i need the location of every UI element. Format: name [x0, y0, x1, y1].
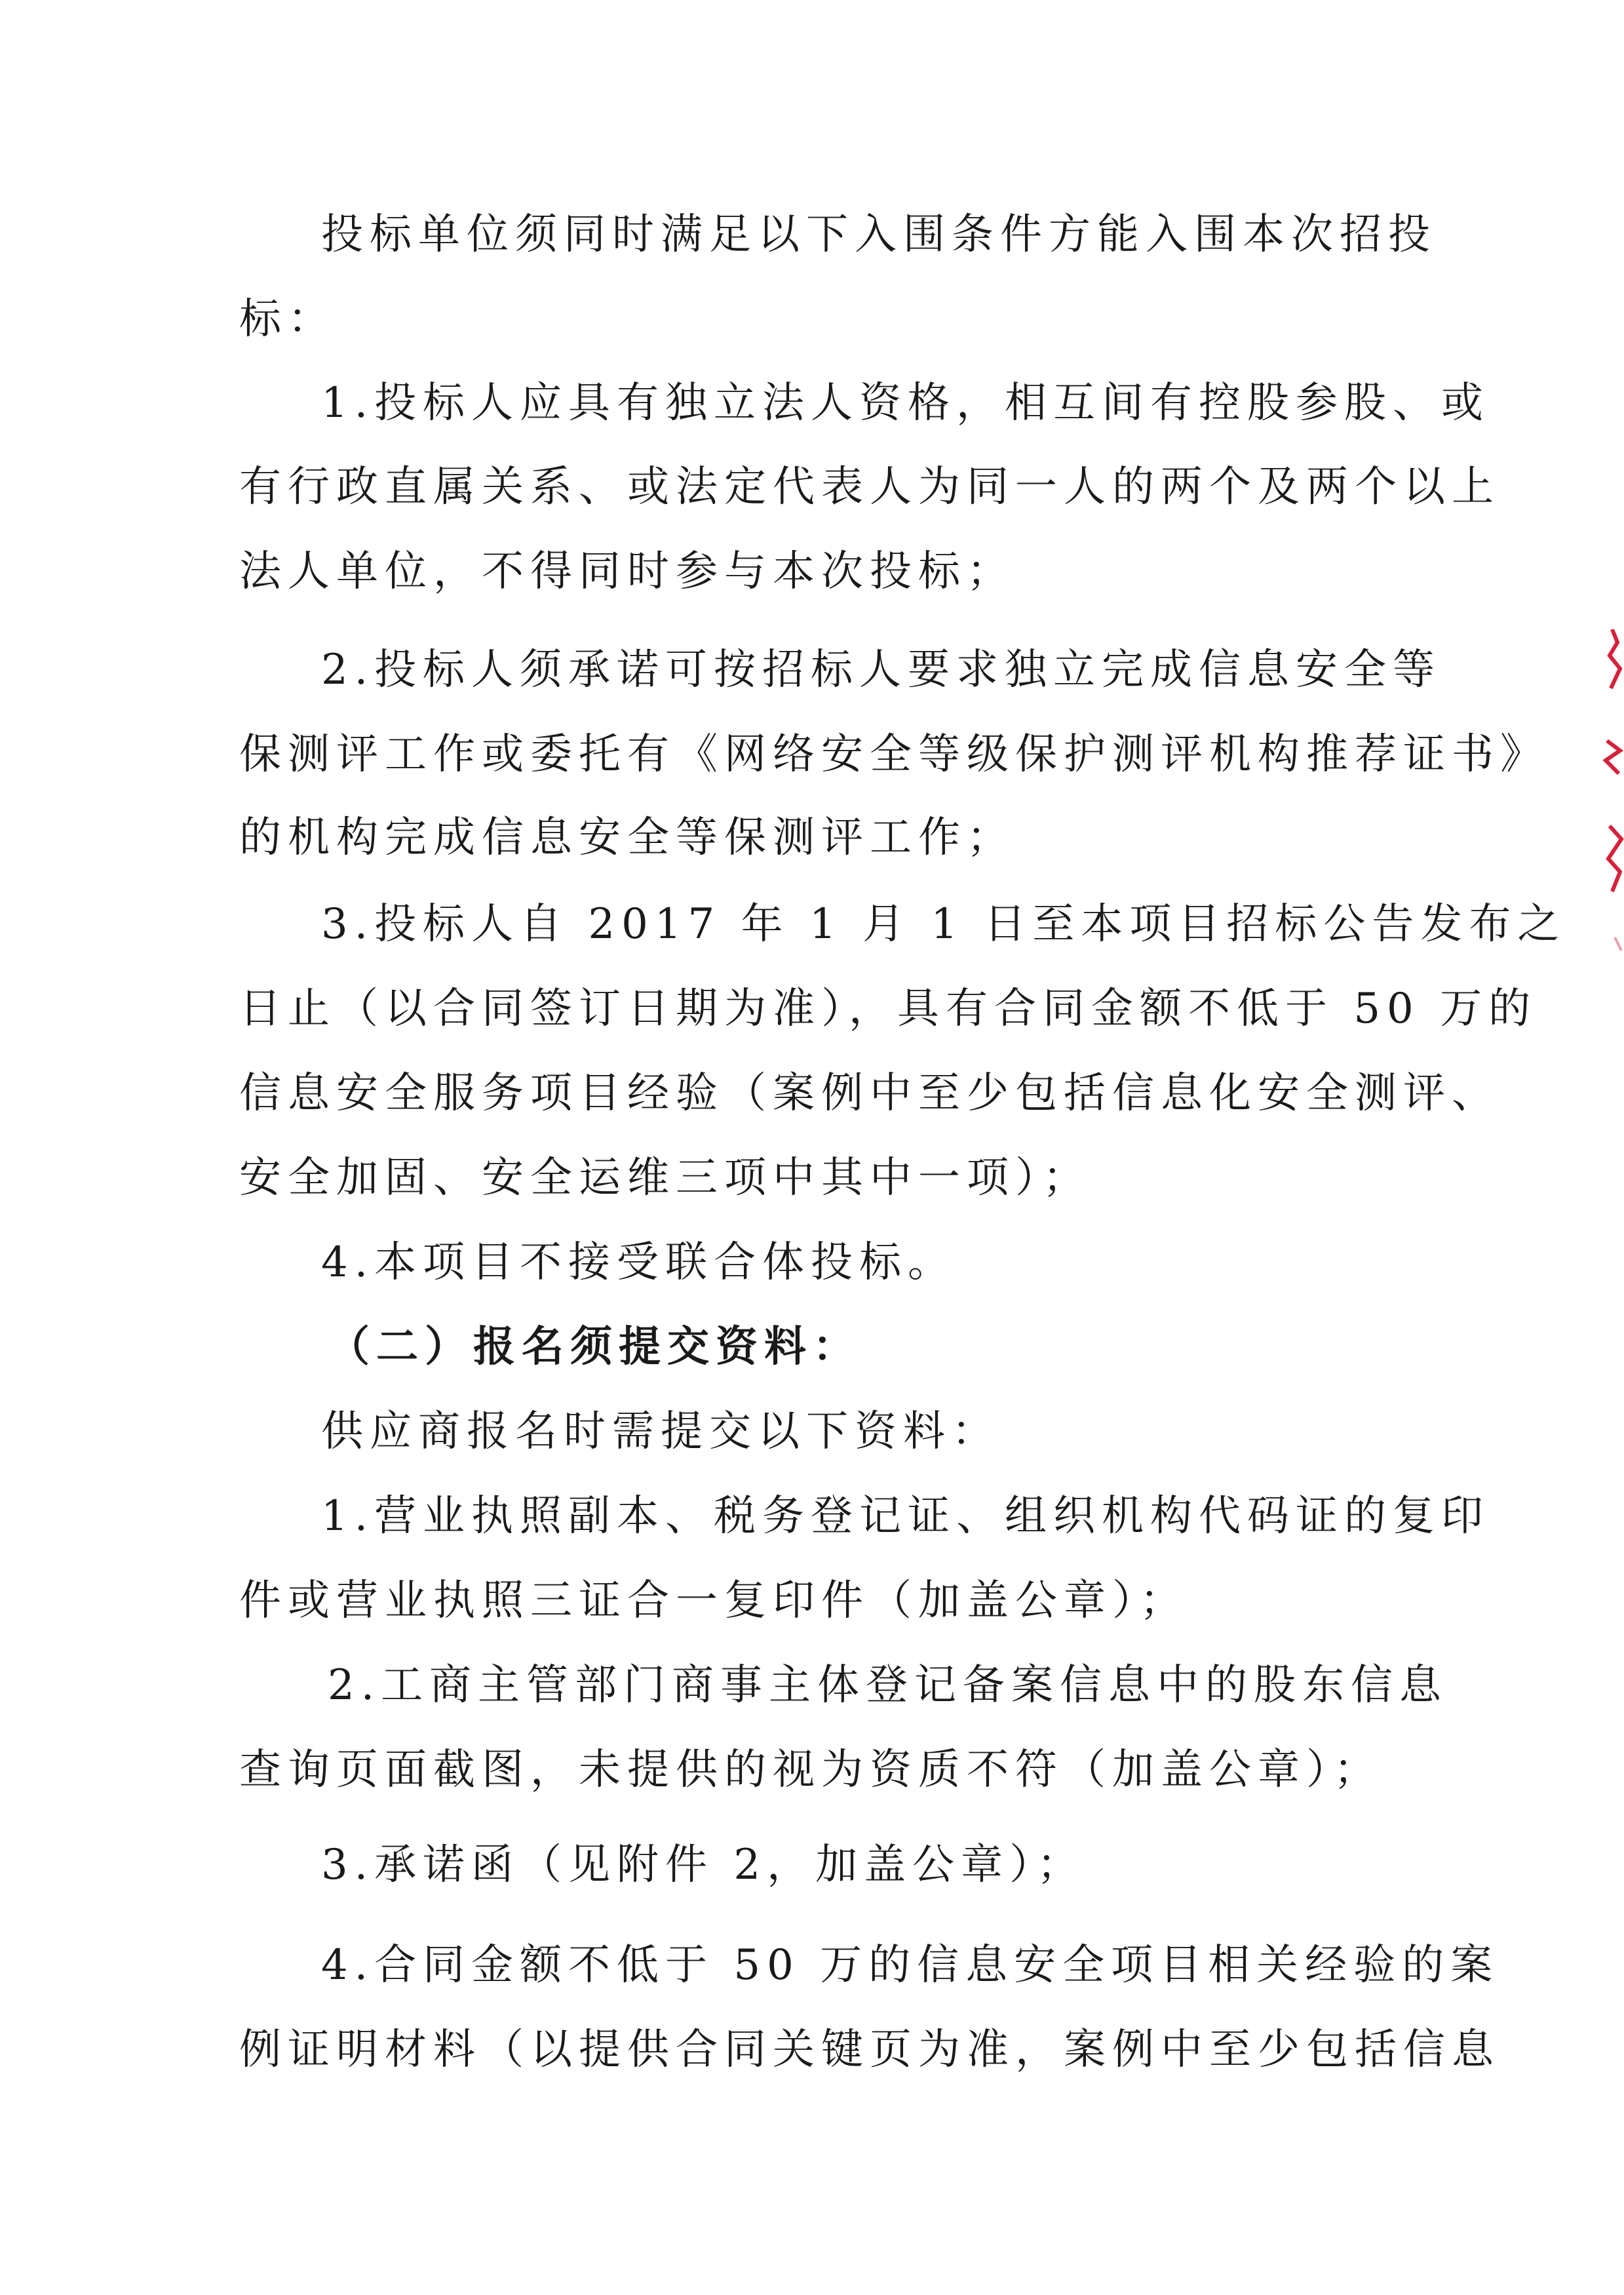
paragraph-line: 法人单位，不得同时参与本次投标； — [239, 547, 1015, 596]
paragraph-line: 查询页面截图，未提供的视为资质不符（加盖公章）； — [239, 1746, 1382, 1794]
paragraph-line: 4.合同金额不低于 50 万的信息安全项目相关经验的案 — [321, 1941, 1499, 1990]
paragraph-line: 标： — [239, 295, 336, 343]
paragraph-line: 2.工商主管部门商事主体登记备案信息中的股东信息 — [328, 1661, 1448, 1710]
paragraph-line: 3.投标人自 2017 年 1 月 1 日至本项目招标公告发布之 — [321, 900, 1566, 949]
paragraph-line: 的机构完成信息安全等保测评工作； — [239, 814, 1015, 862]
paragraph-line: 有行政直属关系、或法定代表人为同一人的两个及两个以上 — [239, 463, 1500, 511]
paragraph-line: 1.营业执照副本、税务登记证、组织机构代码证的复印 — [321, 1492, 1490, 1540]
paragraph-line: 供应商报名时需提交以下资料： — [321, 1407, 1000, 1456]
paragraph-line: 投标单位须同时满足以下入围条件方能入围本次招投 — [321, 210, 1437, 259]
seal-stamp-fragment — [1598, 629, 1624, 957]
paragraph-line: 1.投标人应具有独立法人资格，相互间有控股参股、或 — [321, 379, 1490, 427]
paragraph-line: 2.投标人须承诺可按招标人要求独立完成信息安全等 — [321, 646, 1442, 694]
paragraph-line: 4.本项目不接受联合体投标。 — [321, 1238, 957, 1287]
paragraph-line: 例证明材料（以提供合同关键页为准，案例中至少包括信息 — [239, 2026, 1500, 2074]
paragraph-line: 3.承诺函（见附件 2，加盖公章）； — [321, 1841, 1086, 1889]
paragraph-line: 日止（以合同签订日期为准），具有合同金额不低于 50 万的 — [239, 985, 1537, 1033]
paragraph-line: 件或营业执照三证合一复印件（加盖公章）； — [239, 1577, 1188, 1625]
paragraph-line: 保测评工作或委托有《网络安全等级保护测评机构推荐证书》 — [239, 730, 1549, 779]
section-heading: （二）报名须提交资料： — [328, 1322, 861, 1371]
paragraph-line: 信息安全服务项目经验（案例中至少包括信息化安全测评、 — [239, 1069, 1500, 1118]
paragraph-line: 安全加固、安全运维三项中其中一项）； — [239, 1154, 1091, 1202]
